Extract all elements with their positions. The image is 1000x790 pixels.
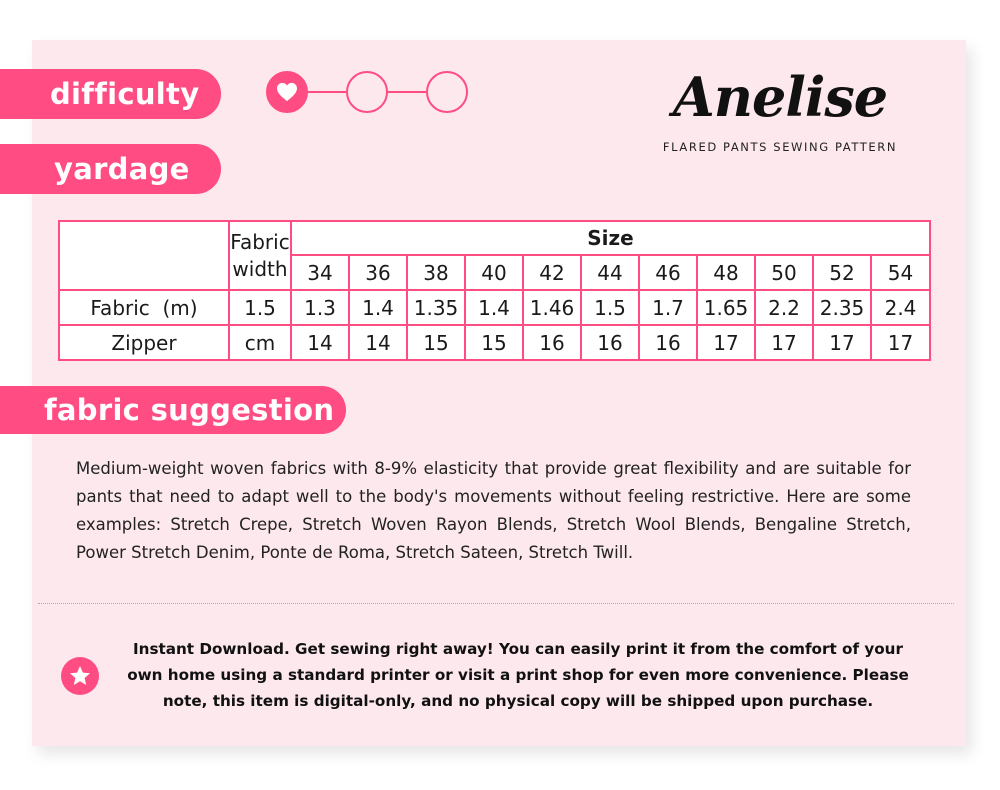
table-row-zipper: [59, 325, 930, 360]
table-cell: 17: [871, 325, 930, 360]
table-cell: 1.7: [639, 290, 697, 325]
fabric-suggestion-label: fabric suggestion: [0, 386, 346, 434]
difficulty-dot-2: [346, 71, 388, 113]
size-cell: 38: [407, 255, 465, 290]
fabric-width-label-line2: width: [232, 256, 288, 281]
table-cell: 2.4: [871, 290, 930, 325]
table-cell: 1.3: [291, 290, 349, 325]
table-cell: 2.2: [755, 290, 813, 325]
table-cell: 16: [523, 325, 581, 360]
fabric-width-header: [229, 221, 291, 290]
row-label: Zipper: [59, 325, 229, 360]
size-cell: 36: [349, 255, 407, 290]
size-cell: 42: [523, 255, 581, 290]
difficulty-rating: [266, 71, 468, 113]
table-cell: 1.35: [407, 290, 465, 325]
table-cell: 16: [581, 325, 639, 360]
brand-block: [650, 62, 910, 154]
fabric-suggestion-text: Medium-weight woven fabrics with 8-9% elasticity that provide great flexibility and are suitable for pants that need to adapt well to the body's movements without feeling restrictive. Here are some examples: Stretch Crepe, Stretch Woven Rayon Blends, Stretch Wool Blends, Bengaline Stretch, Power Stretch Denim, Ponte de Roma, Stretch Sateen, Stretch Twill.: [76, 459, 911, 562]
dotted-divider: [38, 603, 954, 604]
yardage-label: yardage: [0, 144, 221, 194]
yardage-table: [58, 220, 931, 361]
table-cell: 14: [291, 325, 349, 360]
table-cell: 14: [349, 325, 407, 360]
size-cell: 50: [755, 255, 813, 290]
rating-connector: [306, 91, 346, 93]
fabric-width-cell: cm: [229, 325, 291, 360]
table-cell: 1.46: [523, 290, 581, 325]
table-cell: 1.5: [581, 290, 639, 325]
table-cell: 1.4: [465, 290, 523, 325]
size-cell: 44: [581, 255, 639, 290]
size-cell: 52: [813, 255, 871, 290]
table-cell: 16: [639, 325, 697, 360]
size-cell: 46: [639, 255, 697, 290]
table-cell: 1.4: [349, 290, 407, 325]
row-label: Fabric (m): [59, 290, 229, 325]
difficulty-dot-1: [266, 71, 308, 113]
brand-logo: Anelise: [672, 65, 888, 129]
star-icon: [68, 664, 92, 688]
table-cell: 17: [813, 325, 871, 360]
table-cell: 15: [407, 325, 465, 360]
fabric-width-cell: 1.5: [229, 290, 291, 325]
difficulty-label: difficulty: [0, 69, 221, 119]
heart-icon: [276, 82, 298, 102]
table-cell: 2.35: [813, 290, 871, 325]
table-cell: 1.65: [697, 290, 755, 325]
table-row-fabric: [59, 290, 930, 325]
size-cell: 54: [871, 255, 930, 290]
size-header: Size: [291, 221, 930, 255]
brand-subtitle: FLARED PANTS SEWING PATTERN: [662, 140, 898, 154]
star-badge: [61, 657, 99, 695]
size-cell: 34: [291, 255, 349, 290]
size-cell: 48: [697, 255, 755, 290]
table-cell: 15: [465, 325, 523, 360]
download-notice: Instant Download. Get sewing right away! You can easily print it from the comfort of your own home using a standard printer or visit a print shop for even more convenience. Please note, this item is digital-only, and no physical copy will be shipped upon purchase.: [127, 640, 909, 710]
table-cell: 17: [755, 325, 813, 360]
table-cell: 17: [697, 325, 755, 360]
fabric-width-label-line1: Fabric: [230, 229, 290, 254]
size-cell: 40: [465, 255, 523, 290]
difficulty-dot-3: [426, 71, 468, 113]
rating-connector: [386, 91, 426, 93]
table-corner-cell: [59, 221, 229, 290]
